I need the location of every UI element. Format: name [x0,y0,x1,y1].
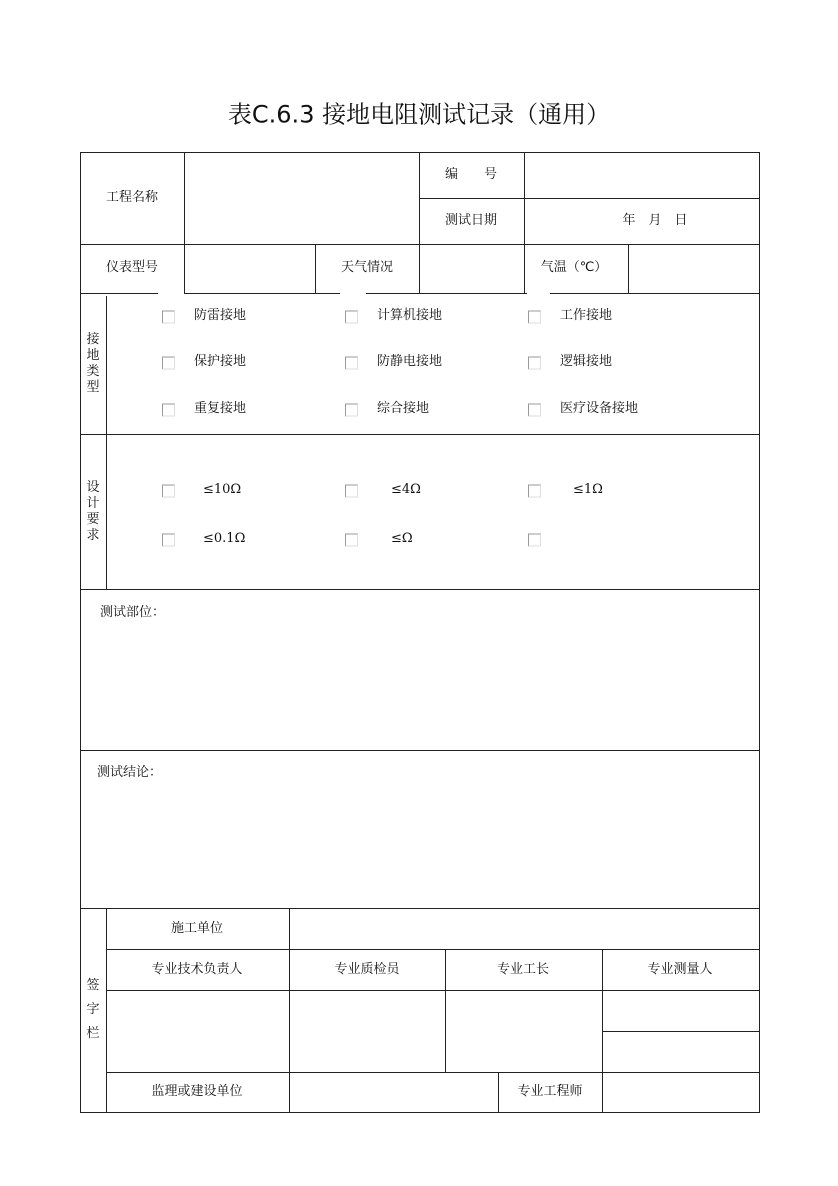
option-label: ≤1Ω [573,482,603,497]
option-label: 计算机接地 [377,308,443,323]
checkbox[interactable] [162,485,175,498]
option-label: 保护接地 [194,354,247,369]
surveyor-label: 专业测量人 [647,962,713,977]
temperature-label: 气温（℃） [540,260,608,275]
checkbox[interactable] [528,404,541,417]
checkbox[interactable] [345,534,358,547]
option-label: 防静电接地 [377,354,443,369]
number-label: 编 号 [444,167,498,182]
option-label: 综合接地 [377,401,430,416]
option-label: 逻辑接地 [560,354,613,369]
checkbox[interactable] [162,311,175,324]
checkbox[interactable] [528,311,541,324]
checkbox[interactable] [345,404,358,417]
test-date-label: 测试日期 [444,213,498,228]
checkbox[interactable] [162,357,175,370]
checkbox[interactable] [162,534,175,547]
project-name-label: 工程名称 [105,190,159,205]
signature-label: 签字栏 [86,978,100,1041]
option-label: ≤0.1Ω [203,531,246,546]
test-conclusion-label: 测试结论： [97,765,163,780]
checkbox[interactable] [528,485,541,498]
engineer-label: 专业工程师 [517,1084,583,1099]
checkbox[interactable] [345,485,358,498]
option-label: ≤4Ω [391,482,421,497]
option-label: 医疗设备接地 [560,401,639,416]
weather-label: 天气情况 [340,260,394,275]
page-title: 表C.6.3 接地电阻测试记录（通用） [227,100,611,129]
checkbox[interactable] [345,357,358,370]
supervision-unit-label: 监理或建设单位 [151,1084,243,1099]
date-value: 年 月 日 [622,213,688,228]
test-location-label: 测试部位： [100,605,166,620]
grounding-type-label: 接地类型 [86,332,100,395]
checkbox[interactable] [162,404,175,417]
tech-lead-label: 专业技术负责人 [151,962,243,977]
checkbox[interactable] [528,534,541,547]
design-requirement-label: 设计要求 [86,480,100,543]
checkbox[interactable] [345,311,358,324]
option-label: ≤Ω [391,531,413,546]
option-label: 重复接地 [194,401,247,416]
checkbox[interactable] [528,357,541,370]
instrument-model-label: 仪表型号 [105,260,159,275]
construction-unit-label: 施工单位 [170,921,224,936]
quality-inspector-label: 专业质检员 [334,962,400,977]
foreman-label: 专业工长 [496,962,550,977]
option-label: 防雷接地 [194,308,247,323]
option-label: 工作接地 [560,308,613,323]
option-label: ≤10Ω [203,482,242,497]
